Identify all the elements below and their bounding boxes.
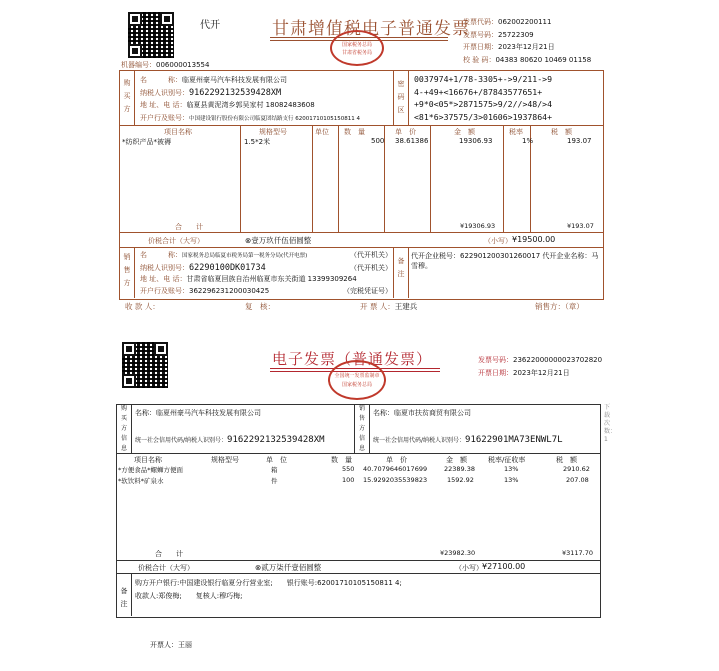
- total-cn-1: ⊗壹万玖仟伍佰圆整: [245, 236, 312, 245]
- tax-seal-1: 国家税务总局 甘肃省税务局: [330, 30, 384, 66]
- table-row: *纺织产品*被褥 1.5*2米 500 38.61386 19306.93 1% 193.07: [122, 137, 592, 146]
- total-label-1: 价税合计（大写）: [148, 237, 204, 245]
- total-cn-2: ⊗贰万柒仟壹佰圆整: [255, 563, 322, 572]
- sum-tax-2: ¥3117.70: [562, 549, 594, 557]
- remark-side-label-2: 备注: [120, 587, 128, 608]
- buyer-info: 名 称：临夏州豪马汽车科技发展有限公司 纳税人识别号：9162292132539428XM 地 址、电 话：临夏县黄泥湾乡郭吴家村 18082483608 开户行及账号：中国建设银行股份有限公司临夏团结路支行 62001710105150811 4: [140, 76, 360, 122]
- tax-seal-2: 全国统一发票监制章 国家税务总局: [328, 360, 386, 400]
- cipher-side-label: 密码区: [397, 80, 405, 114]
- issuer-2: 开票人：王丽: [150, 641, 192, 649]
- copy-label: 代开: [200, 20, 220, 31]
- invoice-2-title: 电子发票（普通发票）: [272, 350, 433, 368]
- seller-name-2: 名称：临夏市扶贫商贸有限公司: [373, 409, 471, 417]
- items-header-1: 项目名称 规格型号 单位 数 量 单 价 金 额 税率 税 额: [164, 128, 572, 136]
- table-row: *软饮料*矿泉水 件 100 15.9292035539823 1592.92 13% 207.08: [118, 476, 589, 485]
- meta-2: 发票号码：23622000000023702820 开票日期：2023年12月21日: [478, 356, 603, 377]
- table-row: *方便食品*螺蛳方便面 箱 550 40.7079646017699 22389.38 13% 2910.62: [118, 465, 590, 474]
- total-num-1: ¥19500.00: [512, 235, 556, 244]
- remark-side-label-1: 备注: [397, 257, 405, 278]
- sum-tax-1: ¥193.07: [567, 222, 594, 230]
- total-label-2: 价税合计（大写）: [138, 564, 194, 572]
- remark-1: 代开企业税号：622901200301260017 代开企业名称：马雪穆。: [411, 252, 599, 270]
- seller-side-label: 销售方: [123, 253, 131, 287]
- sum-label-2: 合 计: [155, 550, 183, 558]
- items-header-2: 项目名称 规格型号 单 位 数 量 单 价 金 额 税率/征收率 税 额: [134, 456, 577, 464]
- qr-code-1: [128, 12, 174, 58]
- sum-label-1: 合 计: [175, 223, 203, 231]
- seller-side-label-2: 销售方信息: [358, 405, 365, 452]
- invoice-title: 甘肃增值税电子普通发票: [272, 19, 470, 39]
- total-small-label-2: （小写）: [455, 564, 483, 572]
- buyer-side-label-2: 购买方信息: [120, 405, 127, 452]
- qr-code-2: [122, 342, 168, 388]
- sum-amount-2: ¥23982.30: [440, 549, 476, 557]
- buyer-name-2: 名称：临夏州豪马汽车科技发展有限公司: [135, 409, 261, 417]
- total-small-label-1: （小写）: [484, 237, 512, 245]
- sum-amount-1: ¥19306.93: [460, 222, 496, 230]
- meta-1: 发票代码：062002200111 发票号码：25722309 开票日期：2023年12月21日 校 验 码：04383 80620 10469 01158: [463, 18, 592, 64]
- remark-2: 购方开户银行:中国建设银行临夏分行营业室; 银行账号:62001710105150811 4; 收款人:郑俊梅; 复核人:穆巧梅;: [135, 579, 402, 600]
- total-num-2: ¥27100.00: [482, 562, 526, 571]
- buyer-id-2: 统一社会信用代码/纳税人识别号：9162292132539428XM: [135, 435, 325, 445]
- seller-id-2: 统一社会信用代码/纳税人识别号：91622901MA73ENWL7L: [373, 435, 563, 445]
- seller-info: 名 称：国家税务总局临夏市税务局第一税务分局(代开电票) （代开机关） 纳税人识别号：62290100DK01734 （代开机关） 地 址、电 话：甘肃省临夏回族自治州临夏市东关街道 13399309264 开户行及账号：362296231200030425 （完税凭证号）: [140, 251, 392, 295]
- download-count: 下载次数：1: [604, 404, 617, 443]
- buyer-side-label: 购买方: [123, 79, 131, 113]
- machine-number: 机器编号：006000013554: [121, 61, 210, 69]
- cipher-area: 0037974+1/78-3305+->9/211->9 4-+49+<16676+/87843577651+ +9*0<05*>2871575>9/2//>48/>4 <81*6>37575/3>01606>1937864+: [414, 74, 553, 122]
